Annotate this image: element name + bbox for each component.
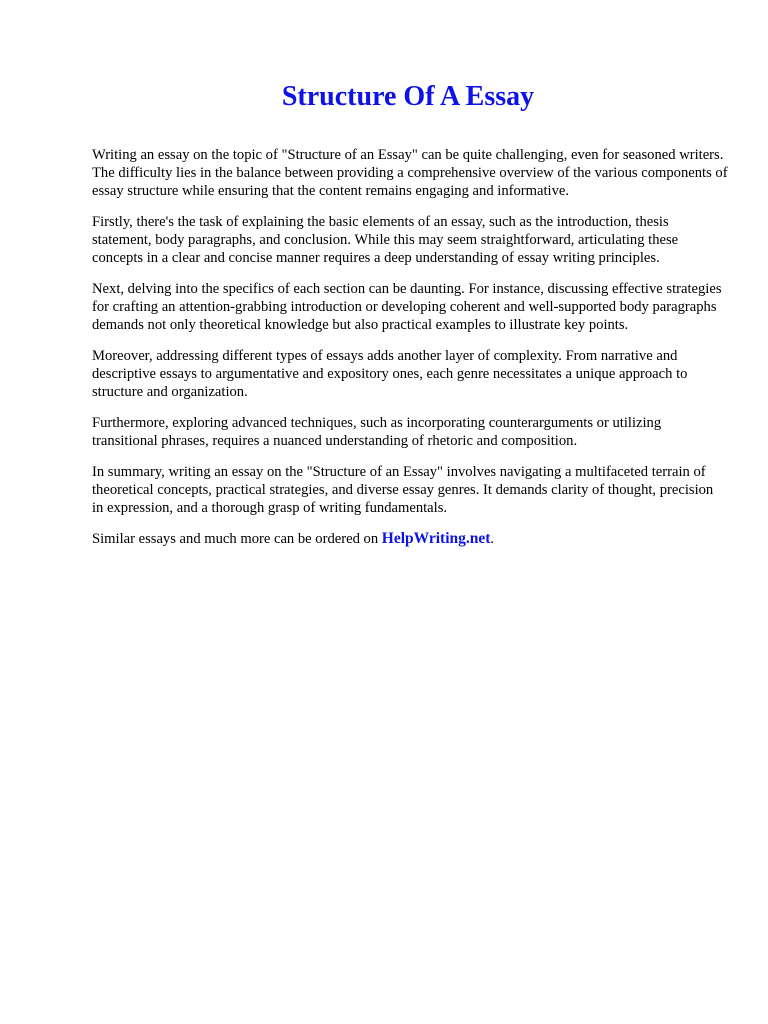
paragraph-3: Next, delving into the specifics of each section can be daunting. For instance, discussing effective strategies for crafting an attention-grabbing introduction or developing coherent and well-supported body paragraphs demands not only theoretical knowledge but also practical examples to illustrate key points. — [92, 281, 722, 333]
closing-line — [92, 530, 728, 548]
page-title: Structure Of A Essay — [281, 81, 535, 112]
helpwriting-link[interactable]: HelpWriting.net — [381, 530, 491, 547]
paragraph-1: Writing an essay on the topic of "Structure of an Essay" can be quite challenging, even for seasoned writers. The difficulty lies in the balance between providing a comprehensive overview of the various components of essay structure while ensuring that the content remains engaging and informative. — [92, 147, 728, 199]
paragraph-6: In summary, writing an essay on the "Structure of an Essay" involves navigating a multifaceted terrain of theoretical concepts, practical strategies, and diverse essay genres. It demands clarity of thought, precision in expression, and a thorough grasp of writing fundamentals. — [92, 464, 714, 516]
paragraph-5: Furthermore, exploring advanced techniques, such as incorporating counterarguments or utilizing transitional phrases, requires a nuanced understanding of rhetoric and composition. — [92, 415, 662, 449]
paragraph-4: Moreover, addressing different types of essays adds another layer of complexity. From narrative and descriptive essays to argumentative and expository ones, each genre necessitates a unique approach to structure and organization. — [92, 348, 688, 400]
essay-body — [92, 146, 728, 548]
closing-period: . — [490, 531, 495, 547]
closing-text: Similar essays and much more can be ordered on — [92, 531, 382, 547]
paragraph-2: Firstly, there's the task of explaining the basic elements of an essay, such as the introduction, thesis statement, body paragraphs, and conclusion. While this may seem straightforward, articulating these concepts in a clear and concise manner requires a deep understanding of essay writing principles. — [92, 214, 679, 266]
